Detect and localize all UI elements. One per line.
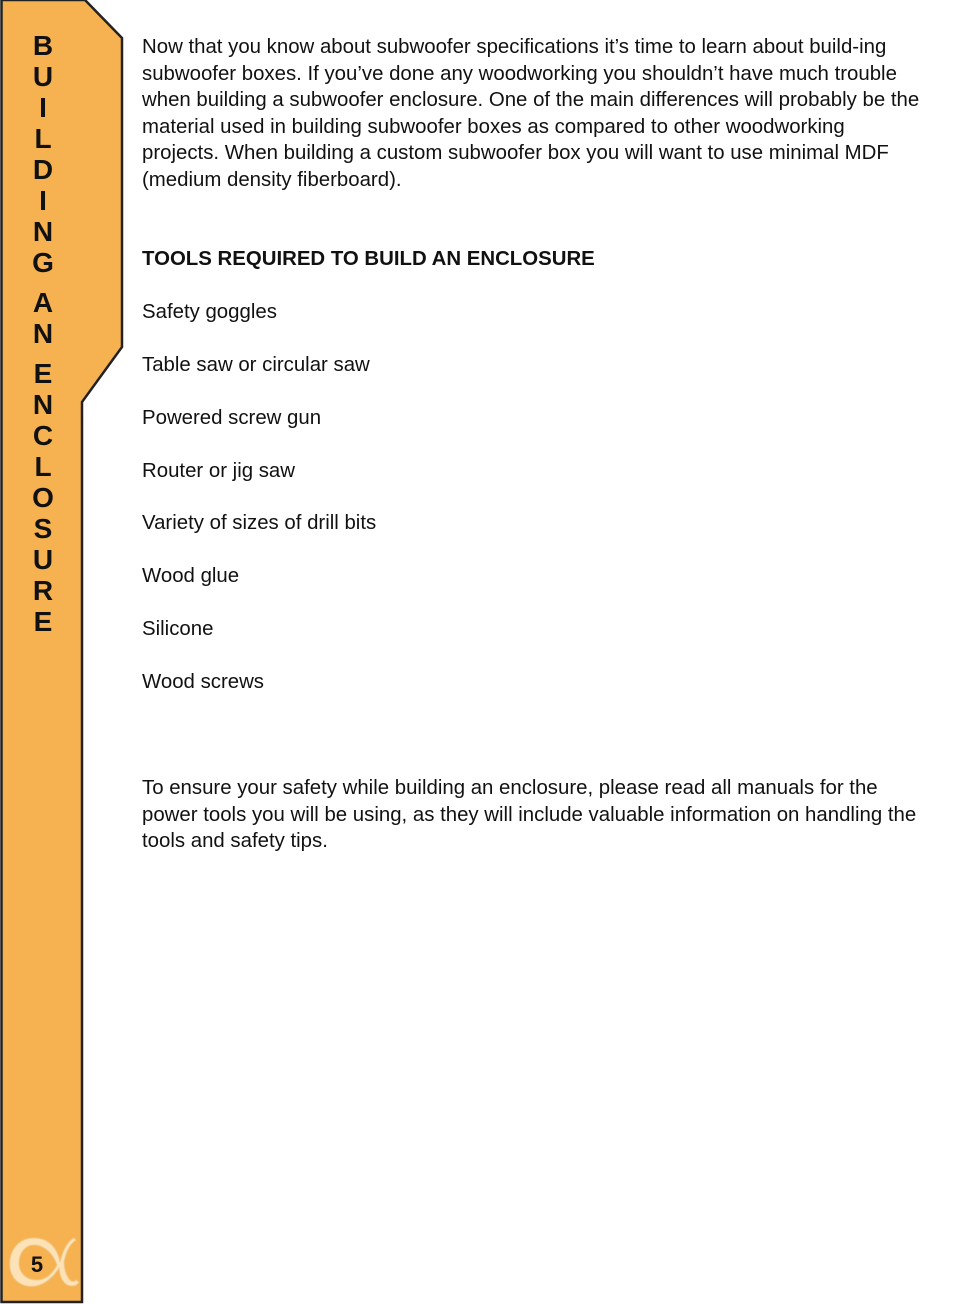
sidebar-title-letter: R: [32, 575, 54, 606]
sidebar-title-letter: N: [32, 318, 54, 349]
list-item: Router or jig saw: [142, 459, 295, 482]
sidebar-title-letter: L: [34, 123, 52, 154]
sidebar-title-letter: C: [32, 420, 54, 451]
sidebar-title-letter: I: [39, 185, 47, 216]
sidebar-title-letter: L: [34, 451, 52, 482]
sidebar-title-letter: U: [32, 61, 54, 92]
tools-list: [142, 299, 927, 696]
sidebar-title-letter: O: [32, 482, 54, 513]
sidebar-tab: [0, 0, 130, 1304]
list-item: Table saw or circular saw: [142, 353, 370, 376]
intro-paragraph: Now that you know about subwoofer specifications it’s time to learn about build-ing subwoofer boxes. If you’ve done any woodworking you shouldn’t have much trouble when building a subwoofer enclosure. One of the main differences will probably be the material used in building subwoofer boxes as compared to other woodworking projects. When building a custom subwoofer box you will want to use minimal MDF (medium density fiberboard).: [142, 36, 920, 191]
main-content: [142, 34, 927, 855]
list-item: Silicone: [142, 618, 214, 641]
sidebar-title-letter: B: [32, 30, 54, 61]
sidebar-title-letter: A: [32, 287, 54, 318]
sidebar-title-letter: N: [32, 389, 54, 420]
sidebar-title-letter: E: [33, 606, 53, 637]
section-heading: TOOLS REQUIRED TO BUILD AN ENCLOSURE: [142, 247, 595, 270]
sidebar-title-letter: E: [33, 358, 53, 389]
sidebar-title-letter: G: [32, 247, 54, 278]
sidebar-title-letter: D: [32, 154, 54, 185]
list-item: Wood glue: [142, 565, 240, 588]
safety-paragraph: To ensure your safety while building an enclosure, please read all manuals for the power tools you will be using, as they will include valuable information on handling the tools and safety tips.: [142, 777, 917, 853]
list-item: Variety of sizes of drill bits: [142, 512, 377, 535]
sidebar-title-letter: N: [32, 216, 54, 247]
list-item: Safety goggles: [142, 300, 277, 323]
list-item: Powered screw gun: [142, 406, 322, 429]
list-item: Wood screws: [142, 671, 265, 694]
sidebar-vertical-title: [22, 30, 64, 637]
page-number: 5: [30, 1252, 44, 1277]
sidebar-title-letter: I: [39, 92, 47, 123]
sidebar-title-letter: U: [32, 544, 54, 575]
sidebar-title-letter: S: [33, 513, 53, 544]
